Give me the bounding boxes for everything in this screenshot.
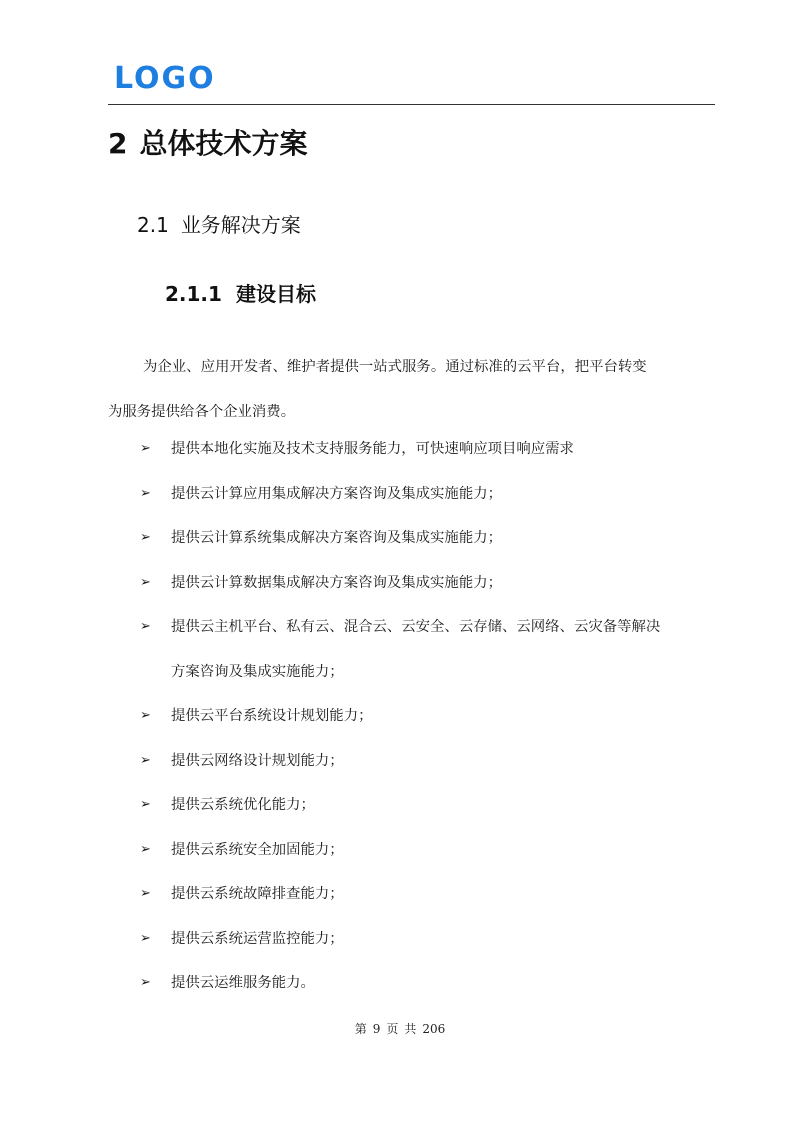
list-item-text-continued: 方案咨询及集成实施能力；	[171, 663, 344, 680]
subsection-heading	[165, 279, 316, 309]
list-item	[140, 783, 720, 828]
chapter-title: 总体技术方案	[139, 127, 308, 160]
list-item	[140, 472, 720, 517]
list-item	[140, 694, 720, 739]
company-logo: LOGO	[114, 61, 216, 96]
subsection-number: 2.1.1	[165, 282, 222, 306]
arrow-bullet-icon: ➢	[140, 530, 151, 545]
arrow-bullet-icon: ➢	[140, 930, 151, 946]
list-item	[140, 561, 720, 606]
footer-total-pages: 206	[422, 1022, 446, 1036]
list-item	[140, 828, 720, 873]
list-item-text: 提供云系统优化能力；	[171, 797, 315, 813]
intro-line-2: 为服务提供给各个企业消费。	[108, 404, 296, 420]
footer-page-prefix: 第	[354, 1022, 367, 1036]
arrow-bullet-icon: ➢	[140, 841, 151, 857]
header-divider	[108, 104, 715, 105]
arrow-bullet-icon: ➢	[140, 886, 151, 901]
arrow-bullet-icon: ➢	[140, 619, 151, 634]
list-item	[140, 516, 720, 561]
list-item-text: 提供云网络设计规划能力；	[171, 752, 344, 769]
subsection-title: 建设目标	[235, 282, 316, 306]
capability-list	[140, 427, 720, 1006]
arrow-bullet-icon: ➢	[140, 441, 151, 456]
arrow-bullet-icon: ➢	[140, 797, 151, 812]
footer-page-word: 页	[386, 1022, 399, 1036]
list-item-text: 提供本地化实施及技术支持服务能力，可快速响应项目响应需求	[171, 441, 574, 457]
list-item-text: 提供云计算系统集成解决方案咨询及集成实施能力；	[171, 530, 502, 546]
arrow-bullet-icon: ➢	[140, 574, 151, 590]
list-item-text: 提供云系统运营监控能力；	[171, 930, 344, 947]
page-footer	[0, 1020, 800, 1038]
section-number: 2.1	[137, 213, 169, 237]
list-item-text: 提供云平台系统设计规划能力；	[171, 708, 373, 724]
list-item-text: 提供云主机平台、私有云、混合云、云安全、云存储、云网络、云灾备等解决	[171, 619, 661, 635]
intro-line-1: 为企业、应用开发者、维护者提供一站式服务。通过标准的云平台，把平台转变	[143, 359, 647, 375]
chapter-heading	[108, 124, 308, 164]
list-item	[140, 917, 720, 962]
list-item	[140, 605, 720, 694]
list-item-text: 提供云系统安全加固能力；	[171, 841, 344, 858]
list-item	[140, 739, 720, 784]
list-item-text: 提供云运维服务能力。	[171, 975, 315, 991]
arrow-bullet-icon: ➢	[140, 752, 151, 768]
intro-paragraph	[108, 345, 718, 435]
section-heading	[137, 210, 301, 240]
arrow-bullet-icon: ➢	[140, 708, 151, 723]
list-item	[140, 961, 720, 1006]
list-item	[140, 872, 720, 917]
arrow-bullet-icon: ➢	[140, 485, 151, 501]
section-title: 业务解决方案	[180, 213, 301, 237]
list-item-text: 提供云计算数据集成解决方案咨询及集成实施能力；	[171, 574, 502, 591]
chapter-number: 2	[108, 127, 128, 160]
arrow-bullet-icon: ➢	[140, 975, 151, 990]
list-item-text: 提供云系统故障排查能力；	[171, 886, 344, 902]
footer-total-prefix: 共	[404, 1022, 417, 1036]
list-item	[140, 427, 720, 472]
footer-page-number: 9	[372, 1022, 381, 1036]
list-item-text: 提供云计算应用集成解决方案咨询及集成实施能力；	[171, 485, 502, 502]
